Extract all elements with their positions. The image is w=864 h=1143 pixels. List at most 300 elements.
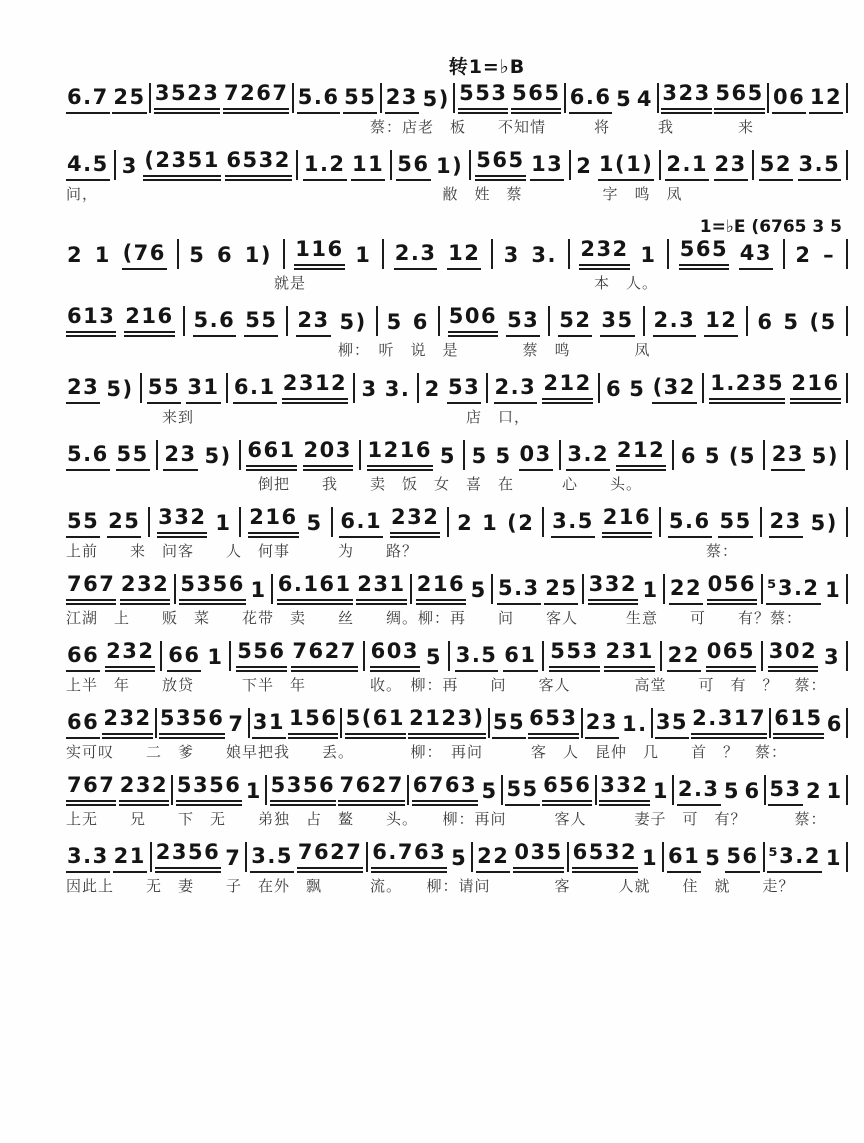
note-token: 232 — [579, 239, 629, 270]
barline — [286, 306, 288, 336]
barline — [376, 306, 378, 336]
note-token: 6 — [757, 310, 774, 334]
barline — [846, 574, 848, 604]
note-token: 53 — [768, 779, 802, 806]
note-token: 603 — [370, 641, 420, 672]
barline — [417, 373, 419, 403]
note-token: 52 — [759, 154, 793, 181]
barline — [767, 83, 769, 113]
note-token: 232 — [105, 641, 155, 672]
note-token: 2 — [576, 154, 593, 178]
note-token: 1 — [207, 645, 224, 669]
note-token: 31 — [186, 377, 220, 404]
note-token: 22 — [476, 846, 510, 873]
note-token: 656 — [542, 775, 592, 806]
note-token: (76 — [122, 243, 167, 270]
note-token: 1) — [244, 243, 272, 267]
note-token: 23 — [385, 87, 419, 114]
note-token: 53 — [506, 310, 540, 337]
note-token: 5 — [723, 779, 741, 803]
barline — [155, 708, 157, 738]
note-token: 212 — [542, 373, 592, 404]
note-token: 6.1 — [339, 511, 383, 538]
note-token: – — [823, 243, 836, 267]
note-token: 1.2 — [303, 154, 347, 181]
note-token: 5 — [481, 779, 498, 803]
note-token: 12 — [447, 243, 481, 270]
note-token: 5) — [811, 444, 839, 468]
note-token: 332 — [157, 507, 207, 538]
lyrics-row: 来到 店 口， — [66, 408, 531, 426]
note-token: 2.3 — [677, 779, 721, 806]
note-token: 5 — [451, 846, 468, 870]
note-token: 23 — [296, 310, 330, 337]
note-token: 5 — [189, 243, 206, 267]
note-token: 25 — [544, 578, 578, 605]
lyrics-row: 上无 兄 下 无 弟独 占 鳌 头。 柳：再问 客人 妻子 可 有？ 蔡： — [66, 810, 827, 828]
barline — [598, 373, 600, 403]
note-token: 43 — [739, 243, 773, 270]
barline — [567, 842, 569, 872]
system-11 — [66, 775, 848, 829]
note-token: 5 — [783, 310, 800, 334]
note-token: ⁵3.2 — [766, 578, 820, 605]
note-token: 2 — [424, 377, 441, 401]
note-token: 1 — [642, 578, 659, 602]
note-token: 232 — [120, 574, 170, 605]
barline — [846, 440, 848, 470]
note-token: 55 — [718, 511, 752, 538]
note-token: 61 — [503, 645, 537, 672]
note-token: (2351 — [143, 150, 221, 181]
note-token: 565 — [475, 150, 525, 181]
note-token: 1 — [652, 779, 670, 803]
note-token: 5 — [629, 377, 646, 401]
barline — [846, 641, 848, 671]
note-token: 1216 — [367, 440, 433, 471]
note-token: 13 — [530, 154, 564, 181]
modulation-mark: 转1=♭B — [448, 56, 526, 78]
note-token: 5.6 — [66, 444, 110, 471]
note-token: 22 — [667, 645, 701, 672]
note-token: 53 — [447, 377, 481, 404]
system-3 — [66, 239, 848, 293]
note-token: 2 — [805, 779, 823, 803]
note-token: 6 — [744, 779, 761, 803]
barline — [569, 150, 571, 180]
note-token: 1 — [642, 846, 659, 870]
note-token: 232 — [119, 775, 169, 806]
note-token: 553 — [458, 83, 508, 114]
barline — [296, 150, 298, 180]
lyrics-row: 江湖 上 贩 菜 花带 卖 丝 绸。柳：再 问 客人 生意 可 有？蔡： — [66, 609, 803, 627]
note-token: 212 — [616, 440, 666, 471]
system-5 — [66, 373, 848, 427]
note-token: 661 — [246, 440, 296, 471]
barline — [783, 239, 785, 269]
note-token: 2123) — [408, 708, 486, 739]
lyrics-row: 柳： 听 说 是 蔡 鸣 凤 — [66, 341, 651, 359]
barline — [340, 708, 342, 738]
note-token: 66 — [66, 712, 100, 739]
note-token: 3.5 — [250, 846, 294, 873]
notes-row — [66, 641, 848, 672]
note-token: 2 — [457, 511, 474, 535]
note-token: 12 — [809, 87, 843, 114]
barline — [239, 507, 241, 537]
barline — [174, 574, 176, 604]
barline — [761, 574, 763, 604]
notes-row — [66, 574, 848, 605]
barline — [568, 239, 570, 269]
barline — [366, 842, 368, 872]
note-token: 2.1 — [665, 154, 709, 181]
note-token: 3 — [503, 243, 520, 267]
note-token: 55 — [116, 444, 150, 471]
note-token: 6532 — [572, 842, 638, 873]
note-token: 23 — [163, 444, 197, 471]
system-2 — [66, 150, 848, 204]
barline — [226, 373, 228, 403]
note-token: 6 — [826, 712, 843, 736]
note-token: 61 — [667, 846, 701, 873]
barline — [846, 775, 848, 805]
note-token: 7627 — [297, 842, 363, 873]
note-token: 6 — [216, 243, 234, 267]
note-token: 23 — [771, 444, 805, 471]
note-token: 6763 — [412, 775, 478, 806]
note-token: 3.3 — [66, 846, 110, 873]
note-token: 5.6 — [193, 310, 237, 337]
barline — [471, 842, 473, 872]
lyrics-row: 就是 本 人。 — [66, 274, 659, 292]
note-token: 1.235 — [709, 373, 785, 404]
note-token: 565 — [679, 239, 729, 270]
note-token: 5 — [471, 444, 488, 468]
barline — [283, 239, 285, 269]
barline — [662, 842, 664, 872]
note-token: (32 — [652, 377, 697, 404]
barline — [150, 842, 152, 872]
note-token: 35 — [655, 712, 689, 739]
note-token: 23 — [714, 154, 748, 181]
note-token: 35 — [600, 310, 634, 337]
note-token: 5356 — [159, 708, 225, 739]
barline — [380, 83, 382, 113]
note-token: 1 — [825, 846, 842, 870]
note-token: 1 — [215, 511, 232, 535]
lyrics-row: 因此上 无 妻 子 在外 飘 流。 柳：请问 客 人就 住 就 走？ — [66, 877, 795, 895]
barline — [488, 708, 490, 738]
note-token: 5 — [306, 511, 323, 535]
barline — [582, 574, 584, 604]
note-token: 3. — [384, 377, 411, 401]
note-token: 03 — [519, 444, 553, 471]
note-token: 55 — [343, 87, 377, 114]
note-token: 56 — [725, 846, 759, 873]
note-token: 56 — [396, 154, 430, 181]
note-token: 035 — [513, 842, 563, 873]
note-token: 332 — [588, 574, 638, 605]
note-token: 6.763 — [371, 842, 447, 873]
note-token: 5) — [422, 87, 450, 111]
barline — [149, 83, 151, 113]
note-token: 3.5 — [455, 645, 499, 672]
barline — [761, 641, 763, 671]
note-token: 5356 — [270, 775, 336, 806]
barline — [846, 842, 848, 872]
note-token: 216 — [602, 507, 652, 538]
note-token: 55 — [505, 779, 539, 806]
note-token: 1 — [355, 243, 372, 267]
notes-row — [66, 775, 848, 806]
note-token: 5.3 — [497, 578, 541, 605]
barline — [769, 708, 771, 738]
note-token: 5356 — [179, 574, 245, 605]
note-token: 231 — [604, 641, 654, 672]
barline — [292, 83, 294, 113]
barline — [846, 306, 848, 336]
note-token: 5) — [810, 511, 838, 535]
barline — [469, 150, 471, 180]
note-token: 5 — [616, 87, 633, 111]
note-token: 6.6 — [569, 87, 613, 114]
barline — [542, 507, 544, 537]
note-token: 2 — [795, 243, 812, 267]
note-token: 323 — [661, 83, 711, 114]
barline — [331, 507, 333, 537]
note-token: 2.3 — [494, 377, 538, 404]
note-token: 3.2 — [566, 444, 610, 471]
barline — [672, 775, 674, 805]
note-token: 23 — [769, 511, 803, 538]
note-token: 156 — [288, 708, 338, 739]
note-token: 1 — [94, 243, 111, 267]
note-token: 1 — [640, 243, 657, 267]
note-token: (5 — [809, 310, 837, 334]
note-token: 23 — [66, 377, 100, 404]
system-10 — [66, 708, 848, 762]
barline — [491, 574, 493, 604]
system-1 — [66, 83, 848, 137]
note-token: 23 — [585, 712, 619, 739]
barline — [702, 373, 704, 403]
barline — [359, 440, 361, 470]
note-token: 7627 — [338, 775, 404, 806]
barline — [846, 373, 848, 403]
barline — [763, 842, 765, 872]
note-token: 4 — [636, 87, 654, 111]
barline — [363, 641, 365, 671]
note-token: 231 — [356, 574, 406, 605]
note-token: 25 — [107, 511, 141, 538]
note-token: 3.5 — [798, 154, 842, 181]
note-token: 6 — [412, 310, 429, 334]
barline — [271, 574, 273, 604]
note-token: 52 — [558, 310, 592, 337]
note-token: 3. — [531, 243, 558, 267]
system-12 — [66, 842, 848, 896]
barline — [663, 574, 665, 604]
barline — [160, 641, 162, 671]
note-token: 25 — [112, 87, 146, 114]
note-token: 216 — [790, 373, 840, 404]
barline — [245, 842, 247, 872]
note-token: 06 — [772, 87, 806, 114]
note-token: 5.6 — [297, 87, 341, 114]
barline — [846, 507, 848, 537]
barline — [564, 83, 566, 113]
note-token: 6.7 — [66, 87, 110, 114]
note-token: 7267 — [223, 83, 289, 114]
note-token: 55 — [147, 377, 181, 404]
notes-row — [66, 83, 848, 114]
note-token: 6532 — [225, 150, 291, 181]
system-7 — [66, 507, 848, 561]
barline — [657, 83, 659, 113]
note-token: 065 — [706, 641, 756, 672]
notes-row — [66, 842, 848, 873]
note-token: 556 — [236, 641, 286, 672]
notes-row — [66, 306, 848, 337]
note-token: 5(61 — [345, 708, 406, 739]
note-token: 66 — [66, 645, 100, 672]
note-token: 232 — [102, 708, 152, 739]
note-token: 2.3 — [394, 243, 438, 270]
note-token: 2 — [67, 243, 84, 267]
note-token: 5 — [386, 310, 403, 334]
barline — [447, 507, 449, 537]
note-token: 1) — [436, 154, 464, 178]
note-token: 1 — [826, 779, 843, 803]
note-token: 5) — [106, 377, 134, 401]
note-token: 5 — [495, 444, 512, 468]
note-token: (2 — [507, 511, 535, 535]
barline — [229, 641, 231, 671]
barline — [752, 150, 754, 180]
barline — [382, 239, 384, 269]
note-token: 203 — [303, 440, 353, 471]
barline — [486, 373, 488, 403]
note-token: 7 — [228, 712, 245, 736]
note-token: 1(1) — [598, 154, 654, 181]
note-token: 767 — [66, 574, 116, 605]
barline — [846, 239, 848, 269]
barline — [501, 775, 503, 805]
note-token: 6 — [606, 377, 623, 401]
barline — [239, 440, 241, 470]
note-token: 1 — [245, 779, 262, 803]
lyrics-row: 上前 来 问客 人 何事 为 路？ 蔡： — [66, 542, 739, 560]
note-token: 5 — [470, 578, 487, 602]
note-token: 613 — [66, 306, 116, 337]
note-token: 2.3 — [653, 310, 697, 337]
note-token: 302 — [768, 641, 818, 672]
note-token: 3 — [121, 154, 138, 178]
barline — [659, 150, 661, 180]
note-token: 5) — [204, 444, 232, 468]
barline — [764, 775, 766, 805]
barline — [177, 239, 179, 269]
note-token: 3523 — [154, 83, 220, 114]
notes-row — [66, 150, 848, 181]
barline — [453, 83, 455, 113]
note-token: 1 — [250, 578, 267, 602]
note-token: 5356 — [176, 775, 242, 806]
lyrics-row: 问， 敝 姓 蔡 字 鸣 凤 — [66, 185, 683, 203]
barline — [559, 440, 561, 470]
note-token: 116 — [294, 239, 344, 270]
note-token: 1 — [482, 511, 499, 535]
barline — [659, 507, 661, 537]
barline — [651, 708, 653, 738]
note-token: 2.317 — [691, 708, 767, 739]
note-token: 506 — [448, 306, 498, 337]
barline — [390, 150, 392, 180]
barline — [353, 373, 355, 403]
note-token: 1 — [825, 578, 842, 602]
notes-row — [66, 708, 848, 739]
barline — [846, 708, 848, 738]
barline — [183, 306, 185, 336]
notes-row — [66, 440, 848, 471]
note-token: 55 — [66, 511, 100, 538]
note-token: 216 — [124, 306, 174, 337]
barline — [438, 306, 440, 336]
barline — [667, 239, 669, 269]
note-token: 21 — [113, 846, 147, 873]
barline — [148, 507, 150, 537]
note-token: 565 — [714, 83, 764, 114]
note-token: 55 — [492, 712, 526, 739]
note-token: 11 — [351, 154, 385, 181]
note-token: 2312 — [282, 373, 348, 404]
score-lines — [66, 83, 848, 896]
note-token: 5 — [439, 444, 456, 468]
note-token: 216 — [416, 574, 466, 605]
system-4 — [66, 306, 848, 360]
note-token: 3.5 — [551, 511, 595, 538]
barline — [140, 373, 142, 403]
note-token: 5 — [705, 846, 722, 870]
notes-row — [66, 373, 848, 404]
barline — [448, 641, 450, 671]
system-8 — [66, 574, 848, 628]
note-token: 653 — [528, 708, 578, 739]
note-token: 3 — [824, 645, 841, 669]
barline — [548, 306, 550, 336]
note-token: 5.6 — [668, 511, 712, 538]
note-token: ⁵3.2 — [767, 846, 821, 873]
note-token: 1. — [622, 712, 648, 736]
note-token: 767 — [66, 775, 116, 806]
barline — [672, 440, 674, 470]
note-token: 31 — [252, 712, 286, 739]
notes-row — [66, 507, 848, 538]
note-token: 216 — [248, 507, 298, 538]
note-token: 6 — [680, 444, 698, 468]
note-token: 5) — [339, 310, 367, 334]
lyrics-row: 实可叹 二 爹 娘早把我 丢。 柳： 再问 客 人 昆仲 几 首 ？ 蔡： — [66, 743, 788, 761]
note-token: 7 — [225, 846, 242, 870]
note-token: 5 — [425, 645, 442, 669]
note-token: 55 — [244, 310, 278, 337]
note-token: 12 — [704, 310, 738, 337]
note-token: 2356 — [155, 842, 221, 873]
note-token: 66 — [167, 645, 201, 672]
barline — [643, 306, 645, 336]
note-token: 22 — [669, 578, 703, 605]
